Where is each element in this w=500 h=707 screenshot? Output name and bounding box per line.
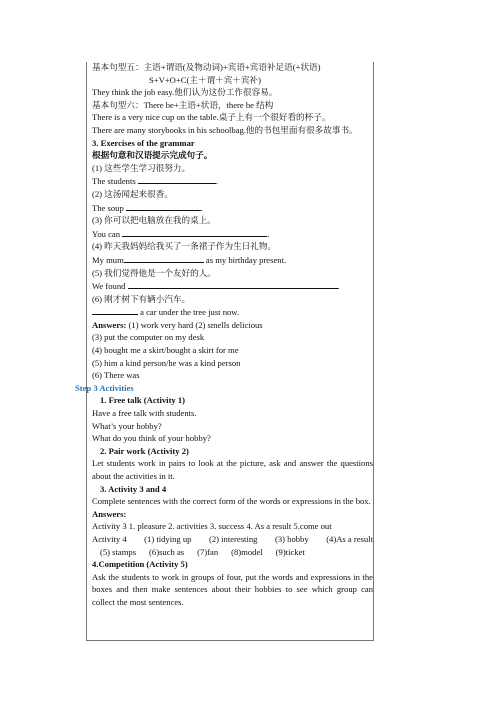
activity34-heading: 3. Activity 3 and 4: [100, 483, 167, 494]
competition-text: Ask the students to work in groups of four, put the words and expressions in the boxes and then make sentences about their hobbies to see which group can collect the most sentences.: [92, 571, 373, 607]
activity3-answers: Activity 3 1. pleasure 2. activities 3. success 4. As a result 5.come out: [92, 521, 332, 532]
activity4-label: Activity 4: [92, 533, 127, 544]
free-talk-line-3: What do you think of your hobby?: [92, 433, 211, 444]
pair-work-heading: 2. Pair work (Activity 2): [100, 445, 189, 456]
step3-heading: Step 3 Activities: [75, 382, 134, 393]
grammar-answer-5: (5) him a kind person/he was a kind person: [92, 357, 241, 368]
pattern5-example: They think the job easy.他们认为这份工作很容易。: [92, 87, 278, 98]
activity4-answers-row2: [92, 546, 374, 559]
exercise-5-blank: [128, 279, 340, 292]
grammar-answers-line-1: [92, 319, 374, 332]
free-talk-line-2: What’s your hobby?: [92, 420, 162, 431]
exercise-3-sentence: [92, 227, 374, 241]
exercise-4-end: as my birthday present.: [203, 254, 287, 265]
exercise-4-start: My mum: [92, 254, 124, 265]
grammar-answer-1-2: (1) work very hard (2) smells delicious: [128, 319, 263, 330]
exercise-6-end: a car under the tree just now.: [138, 307, 240, 318]
pattern5-title: 基本句型五：主语+谓语(及物动词)+宾语+宾语补足语(+状语): [92, 62, 321, 72]
exercise-5-start: We found: [92, 281, 128, 292]
exercise-6-chinese: (6) 刚才树下有辆小汽车。: [92, 293, 191, 304]
table-bottom-border: [86, 640, 374, 641]
exercise-3-blank: [122, 227, 270, 239]
activity4-answer-8: (8)model: [231, 546, 263, 557]
grammar-heading: 3. Exercises of the grammar: [92, 137, 195, 148]
activity4-answer-6: (6)such as: [149, 546, 185, 557]
activity4-answer-7: (7)fan: [197, 546, 219, 557]
pattern6-example-1: There is a very nice cup on the table.桌子上有一个很好看的杯子。: [92, 112, 331, 123]
exercise-1-start: The students: [92, 176, 138, 187]
pattern6-title: 基本句型六：There be+主语+状语，there be 结构: [92, 99, 274, 110]
exercise-1-end: .: [215, 176, 218, 187]
table-left-border: [86, 62, 87, 640]
exercise-2-sentence: [92, 201, 374, 215]
activity4-answers-row1: [92, 533, 373, 546]
free-talk-line-1: Have a free talk with students.: [92, 408, 197, 419]
exercise-4-sentence: [92, 253, 374, 267]
grammar-answer-3: (3) put the computer on my desk: [92, 332, 205, 343]
exercise-5-chinese: (5) 我们觉得他是一个友好的人。: [92, 267, 216, 278]
activity34-answers-label: Answers:: [92, 508, 127, 519]
exercise-2-blank: [126, 201, 204, 213]
exercise-1-sentence: [92, 174, 374, 188]
exercise-1-chinese: (1) 这些学生学习很努力。: [92, 162, 191, 173]
exercise-6-blank: [92, 305, 138, 315]
activity4-answer-2: (2) interesting: [208, 533, 258, 544]
activity4-answer-5: (5) stamps: [100, 546, 137, 557]
exercise-2-end: .: [200, 202, 204, 213]
exercise-5-end: .: [337, 281, 340, 292]
activity4-answer-3: (3) hobby: [274, 533, 309, 544]
free-talk-heading: 1. Free talk (Activity 1): [100, 395, 186, 406]
activity34-text: Complete sentences with the correct form of the words or expressions in the box.: [92, 496, 371, 507]
exercise-1-blank: [138, 174, 218, 187]
exercise-2-start: The soup: [92, 202, 126, 213]
pair-work-text: Let students work in pairs to look at the picture, ask and answer the questions about the activities in it.: [92, 458, 373, 481]
exercise-4-blank: [124, 253, 204, 263]
grammar-answer-6: (6) There was: [92, 370, 140, 381]
competition-heading: 4.Competition (Activity 5): [92, 559, 188, 570]
pattern6-example-2: There are many storybooks in his schoolbag.他的书包里面有很多故事书。: [92, 124, 358, 135]
exercise-4-chinese: (4) 昨天我妈妈给我买了一条裙子作为生日礼物。: [92, 241, 277, 252]
exercise-3-end: .: [267, 228, 270, 239]
activity4-answer-1: (1) tidying up: [144, 533, 192, 544]
lesson-content: [75, 61, 374, 609]
exercise-6-sentence: [92, 305, 374, 319]
exercise-3-chinese: (3) 你可以把电脑放在我的桌上。: [92, 215, 216, 226]
grammar-answer-4: (4) bought me a skirt/bought a skirt for me: [92, 345, 239, 356]
exercise-3-start: You can: [92, 228, 123, 239]
exercise-5-sentence: [92, 279, 374, 293]
grammar-answers-label: Answers:: [92, 319, 127, 330]
pattern5-formula: S+V+O+C(主＋谓＋宾＋宾补): [149, 74, 261, 85]
grammar-instruction: 根据句意和汉语提示完成句子。: [92, 150, 213, 161]
activity4-answer-9: (9)ticket: [275, 546, 305, 557]
activity4-answer-4: (4)As a result: [326, 533, 373, 544]
exercise-2-chinese: (2) 这汤闻起来很香。: [92, 188, 173, 199]
